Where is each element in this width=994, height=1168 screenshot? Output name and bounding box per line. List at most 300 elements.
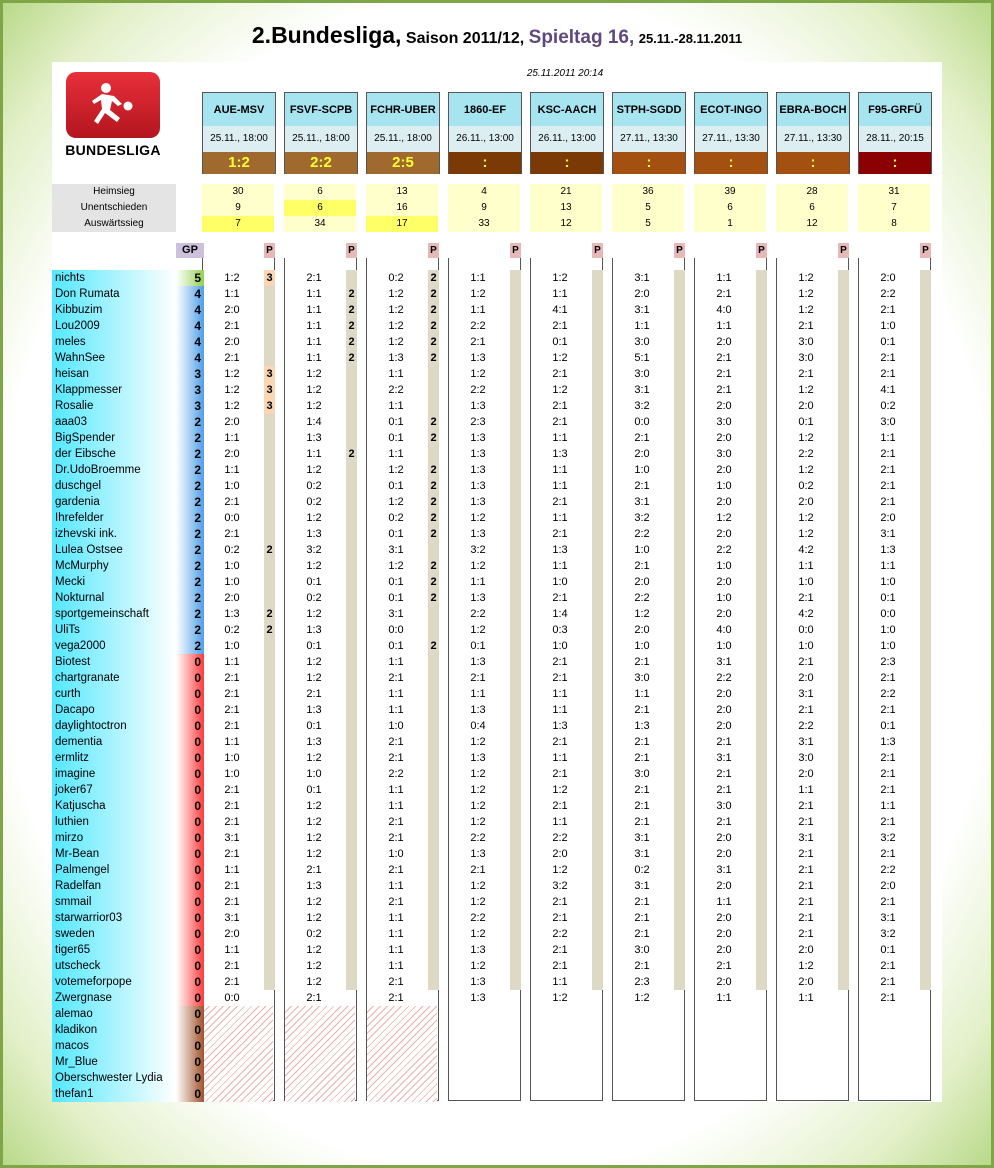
player-tip: 0:0 — [798, 624, 814, 636]
player-name[interactable]: aaa03 — [52, 414, 176, 430]
player-tip: 2:3 — [470, 416, 486, 428]
stat-label: Unentschieden — [52, 200, 176, 216]
table-row — [0, 622, 994, 638]
player-tip: 1:1 — [552, 688, 568, 700]
table-row — [0, 830, 994, 846]
player-name[interactable]: utscheck — [52, 958, 176, 974]
player-tip: 1:0 — [388, 720, 404, 732]
match-date: 26.11., 13:00 — [448, 126, 522, 152]
player-tip: 0:2 — [306, 480, 322, 492]
player-tip: 1:3 — [470, 432, 486, 444]
player-tip: 1:1 — [716, 320, 732, 332]
player-tip: 2:0 — [716, 848, 732, 860]
player-name[interactable]: curth — [52, 686, 176, 702]
player-name[interactable]: Lulea Ostsee — [52, 542, 176, 558]
player-name[interactable]: starwarrior03 — [52, 910, 176, 926]
player-tip: 1:1 — [798, 560, 814, 572]
player-tip: 2:1 — [798, 896, 814, 908]
player-tip: 1:3 — [470, 992, 486, 1004]
player-tip: 1:4 — [306, 416, 322, 428]
player-name[interactable]: WahnSee — [52, 350, 176, 366]
player-tip: 2:1 — [716, 784, 732, 796]
player-tip: 2:1 — [634, 960, 650, 972]
player-tip: 1:3 — [470, 656, 486, 668]
player-name[interactable]: nichts — [52, 270, 176, 286]
player-name[interactable]: Biotest — [52, 654, 176, 670]
player-tip: 0:1 — [388, 480, 404, 492]
player-tip: 1:2 — [470, 736, 486, 748]
player-tip: 1:2 — [470, 288, 486, 300]
player-points: 0 — [176, 958, 204, 974]
player-tip: 1:2 — [470, 960, 486, 972]
player-tip: 3:2 — [552, 880, 568, 892]
player-tip: 1:1 — [388, 704, 404, 716]
player-tip: 2:1 — [224, 880, 240, 892]
player-tip: 2:1 — [552, 416, 568, 428]
player-tip: 1:0 — [634, 640, 650, 652]
player-tip: 2:1 — [880, 672, 896, 684]
player-tip: 3:1 — [798, 736, 814, 748]
player-tip: 2:2 — [470, 384, 486, 396]
match-code[interactable]: FSVF-SCPB — [284, 92, 358, 127]
player-tip: 3:0 — [634, 944, 650, 956]
stat-value: 12 — [530, 216, 602, 232]
player-tip: 1:0 — [716, 592, 732, 604]
player-tip: 1:3 — [634, 720, 650, 732]
table-row — [0, 318, 994, 334]
player-points: 0 — [176, 1054, 204, 1070]
player-points: 0 — [176, 654, 204, 670]
match-date: 27.11., 13:30 — [612, 126, 686, 152]
player-tip: 2:1 — [634, 928, 650, 940]
table-row — [0, 462, 994, 478]
player-tip: 1:3 — [470, 704, 486, 716]
player-tip: 2:1 — [388, 896, 404, 908]
table-row — [0, 414, 994, 430]
player-tip: 1:2 — [388, 320, 404, 332]
player-tip: 1:0 — [716, 640, 732, 652]
player-tip: 1:2 — [388, 288, 404, 300]
player-points: 0 — [176, 670, 204, 686]
player-name[interactable]: izhevski ink. — [52, 526, 176, 542]
table-row — [0, 1006, 994, 1022]
player-points: 0 — [176, 830, 204, 846]
player-tip: 2:1 — [552, 912, 568, 924]
player-tip: 1:2 — [798, 960, 814, 972]
player-tip: 1:2 — [552, 272, 568, 284]
player-tip: 0:0 — [880, 608, 896, 620]
player-tip: 0:1 — [306, 576, 322, 588]
player-name[interactable]: BigSpender — [52, 430, 176, 446]
player-tip: 1:2 — [470, 816, 486, 828]
tip-points: 2 — [430, 320, 437, 332]
match-code[interactable]: 1860-EF — [448, 92, 522, 127]
player-name[interactable]: Mr_Blue — [52, 1054, 176, 1070]
player-tip: 2:1 — [634, 480, 650, 492]
match-result: : — [776, 152, 850, 174]
player-tip: 1:2 — [224, 368, 240, 380]
player-tip: 2:1 — [880, 848, 896, 860]
player-tip: 0:1 — [388, 576, 404, 588]
player-name[interactable]: Lou2009 — [52, 318, 176, 334]
player-points: 2 — [176, 462, 204, 478]
player-tip: 2:1 — [880, 992, 896, 1004]
stat-value: 6 — [694, 200, 766, 216]
table-row — [0, 878, 994, 894]
player-tip: 1:0 — [224, 576, 240, 588]
player-tip: 1:3 — [470, 352, 486, 364]
player-name[interactable]: Ihrefelder — [52, 510, 176, 526]
player-tip: 2:2 — [634, 592, 650, 604]
match-date: 25.11., 18:00 — [202, 126, 276, 152]
tip-points: 2 — [266, 544, 273, 556]
player-tip: 2:1 — [306, 688, 322, 700]
player-points: 0 — [176, 862, 204, 878]
player-tip: 3:1 — [224, 832, 240, 844]
match-code[interactable]: F95-GRFÜ — [858, 92, 932, 127]
player-tip: 2:1 — [716, 352, 732, 364]
player-tip: 1:0 — [880, 640, 896, 652]
player-points: 4 — [176, 334, 204, 350]
player-name[interactable]: joker67 — [52, 782, 176, 798]
player-tip: 2:1 — [880, 480, 896, 492]
player-name[interactable]: Katjuscha — [52, 798, 176, 814]
table-row — [0, 958, 994, 974]
player-tip: 2:0 — [552, 848, 568, 860]
player-tip: 2:1 — [880, 496, 896, 508]
player-tip: 2:1 — [224, 352, 240, 364]
player-points: 4 — [176, 286, 204, 302]
match-date: 25.11., 18:00 — [366, 126, 440, 152]
player-tip: 0:1 — [880, 720, 896, 732]
player-name[interactable]: macos — [52, 1038, 176, 1054]
player-name[interactable]: heisan — [52, 366, 176, 382]
player-tip: 2:1 — [224, 528, 240, 540]
match-code[interactable]: ECOT-INGO — [694, 92, 768, 127]
player-tip: 3:1 — [224, 912, 240, 924]
player-name[interactable]: UliTs — [52, 622, 176, 638]
table-row — [0, 766, 994, 782]
player-tip: 2:0 — [716, 832, 732, 844]
player-tip: 0:2 — [306, 592, 322, 604]
player-tip: 1:3 — [306, 736, 322, 748]
player-tip: 3:1 — [880, 912, 896, 924]
player-tip: 1:2 — [306, 800, 322, 812]
player-name[interactable]: daylightoctron — [52, 718, 176, 734]
player-tip: 1:2 — [552, 384, 568, 396]
player-name[interactable]: votemeforpope — [52, 974, 176, 990]
match-code[interactable]: AUE-MSV — [202, 92, 276, 127]
player-tip: 2:1 — [798, 928, 814, 940]
player-tip: 0:1 — [306, 784, 322, 796]
player-tip: 1:2 — [470, 896, 486, 908]
stat-value: 12 — [776, 216, 848, 232]
points-header: P — [592, 243, 603, 258]
player-tip: 1:1 — [634, 320, 650, 332]
player-name[interactable]: Dacapo — [52, 702, 176, 718]
player-tip: 1:3 — [470, 944, 486, 956]
player-tip: 2:1 — [880, 304, 896, 316]
player-points: 0 — [176, 1086, 204, 1102]
player-points: 2 — [176, 622, 204, 638]
player-tip: 1:0 — [798, 640, 814, 652]
player-name[interactable]: vega2000 — [52, 638, 176, 654]
player-name[interactable]: Kibbuzim — [52, 302, 176, 318]
player-tip: 2:1 — [224, 672, 240, 684]
table-row — [0, 910, 994, 926]
player-tip: 2:1 — [224, 320, 240, 332]
player-tip: 2:1 — [880, 784, 896, 796]
player-points: 0 — [176, 782, 204, 798]
player-tip: 2:1 — [552, 592, 568, 604]
player-name[interactable]: alemao — [52, 1006, 176, 1022]
player-name[interactable]: tiger65 — [52, 942, 176, 958]
player-tip: 1:1 — [388, 880, 404, 892]
player-tip: 1:1 — [388, 400, 404, 412]
player-tip: 1:0 — [634, 464, 650, 476]
player-name[interactable]: sportgemeinschaft — [52, 606, 176, 622]
player-tip: 1:2 — [470, 624, 486, 636]
player-tip: 2:1 — [552, 496, 568, 508]
points-header: P — [674, 243, 685, 258]
player-tip: 1:2 — [224, 272, 240, 284]
player-tip: 2:1 — [224, 496, 240, 508]
player-tip: 1:3 — [470, 976, 486, 988]
player-name[interactable]: Rosalie — [52, 398, 176, 414]
player-points: 4 — [176, 350, 204, 366]
table-row — [0, 1070, 994, 1086]
match-code[interactable]: EBRA-BOCH — [776, 92, 850, 127]
player-tip: 2:1 — [634, 912, 650, 924]
match-date: 27.11., 13:30 — [776, 126, 850, 152]
stat-value: 9 — [202, 200, 274, 216]
player-tip: 1:2 — [306, 400, 322, 412]
player-tip: 1:1 — [306, 336, 322, 348]
match-date: 27.11., 13:30 — [694, 126, 768, 152]
player-name[interactable]: kladikon — [52, 1022, 176, 1038]
table-row — [0, 846, 994, 862]
player-tip: 2:1 — [634, 560, 650, 572]
player-tip: 2:1 — [552, 800, 568, 812]
match-code[interactable]: KSC-AACH — [530, 92, 604, 127]
player-points: 2 — [176, 414, 204, 430]
player-name[interactable]: dementia — [52, 734, 176, 750]
player-tip: 1:1 — [470, 304, 486, 316]
player-tip: 2:1 — [224, 976, 240, 988]
player-tip: 1:2 — [306, 560, 322, 572]
player-tip: 0:2 — [306, 928, 322, 940]
player-tip: 1:1 — [798, 992, 814, 1004]
player-tip: 1:0 — [634, 544, 650, 556]
table-row — [0, 574, 994, 590]
player-name[interactable]: meles — [52, 334, 176, 350]
player-tip: 1:3 — [306, 432, 322, 444]
player-tip: 1:2 — [306, 512, 322, 524]
player-tip: 3:1 — [634, 832, 650, 844]
player-tip: 2:0 — [224, 416, 240, 428]
stat-value: 17 — [366, 216, 438, 232]
player-points: 0 — [176, 878, 204, 894]
table-row — [0, 398, 994, 414]
match-result: : — [858, 152, 932, 174]
table-row — [0, 590, 994, 606]
player-name[interactable]: thefan1 — [52, 1086, 176, 1102]
player-tip: 1:2 — [798, 384, 814, 396]
player-tip: 2:0 — [716, 464, 732, 476]
player-tip: 1:2 — [388, 560, 404, 572]
player-tip: 1:1 — [306, 320, 322, 332]
stat-value: 7 — [202, 216, 274, 232]
points-header: P — [510, 243, 521, 258]
player-tip: 1:2 — [470, 368, 486, 380]
player-tip: 2:2 — [634, 528, 650, 540]
player-tip: 1:1 — [552, 816, 568, 828]
player-points: 0 — [176, 926, 204, 942]
player-name[interactable]: Mecki — [52, 574, 176, 590]
player-tip: 2:1 — [388, 672, 404, 684]
player-tip: 2:2 — [470, 912, 486, 924]
player-tip: 1:2 — [224, 400, 240, 412]
match-date: 25.11., 18:00 — [284, 126, 358, 152]
stat-value: 28 — [776, 184, 848, 200]
player-name[interactable]: Mr-Bean — [52, 846, 176, 862]
player-tip: 1:3 — [470, 848, 486, 860]
player-tip: 2:1 — [634, 800, 650, 812]
stat-value: 34 — [284, 216, 356, 232]
player-tip: 1:1 — [470, 576, 486, 588]
player-name[interactable]: Nokturnal — [52, 590, 176, 606]
player-name[interactable]: smmail — [52, 894, 176, 910]
player-tip: 2:1 — [798, 368, 814, 380]
player-name[interactable]: Zwergnase — [52, 990, 176, 1006]
player-tip: 1:1 — [306, 288, 322, 300]
player-tip: 1:1 — [798, 784, 814, 796]
tip-points: 2 — [430, 432, 437, 444]
player-tip: 1:1 — [224, 288, 240, 300]
player-tip: 1:2 — [470, 768, 486, 780]
stat-value: 8 — [858, 216, 930, 232]
player-tip: 2:0 — [716, 432, 732, 444]
player-tip: 1:2 — [306, 832, 322, 844]
player-tip: 2:1 — [552, 368, 568, 380]
table-row — [0, 430, 994, 446]
player-tip: 1:0 — [716, 560, 732, 572]
table-row — [0, 286, 994, 302]
player-tip: 2:0 — [716, 944, 732, 956]
player-points: 3 — [176, 382, 204, 398]
player-name[interactable]: mirzo — [52, 830, 176, 846]
page-title — [0, 22, 994, 49]
player-tip: 1:1 — [552, 432, 568, 444]
player-tip: 2:0 — [716, 704, 732, 716]
tip-points: 3 — [264, 270, 275, 286]
player-tip: 1:2 — [306, 816, 322, 828]
match-code[interactable]: FCHR-UBER — [366, 92, 440, 127]
player-tip: 1:1 — [388, 656, 404, 668]
player-name[interactable]: Dr.UdoBroemme — [52, 462, 176, 478]
player-name[interactable]: Klappmesser — [52, 382, 176, 398]
player-tip: 1:1 — [306, 304, 322, 316]
player-name[interactable]: chartgranate — [52, 670, 176, 686]
match-code[interactable]: STPH-SGDD — [612, 92, 686, 127]
player-tip: 1:2 — [716, 512, 732, 524]
table-row — [0, 718, 994, 734]
table-row — [0, 798, 994, 814]
player-tip: 3:2 — [470, 544, 486, 556]
player-tip: 2:1 — [634, 704, 650, 716]
player-name[interactable]: gardenia — [52, 494, 176, 510]
match-result: : — [448, 152, 522, 174]
player-tip: 1:0 — [552, 576, 568, 588]
player-name[interactable]: Palmengel — [52, 862, 176, 878]
player-tip: 2:1 — [388, 864, 404, 876]
player-tip: 0:0 — [634, 416, 650, 428]
tip-points: 2 — [430, 496, 437, 508]
player-points: 2 — [176, 526, 204, 542]
player-name[interactable]: McMurphy — [52, 558, 176, 574]
player-points: 0 — [176, 942, 204, 958]
player-tip: 3:2 — [634, 512, 650, 524]
match-result: : — [612, 152, 686, 174]
player-tip: 2:1 — [552, 528, 568, 540]
player-tip: 2:1 — [880, 352, 896, 364]
player-tip: 1:2 — [388, 336, 404, 348]
player-tip: 3:0 — [634, 336, 650, 348]
player-tip: 1:2 — [306, 464, 322, 476]
player-tip: 1:3 — [306, 704, 322, 716]
player-tip: 1:3 — [306, 880, 322, 892]
points-header: P — [920, 243, 931, 258]
player-tip: 2:2 — [716, 672, 732, 684]
player-tip: 1:1 — [388, 368, 404, 380]
player-tip: 0:1 — [470, 640, 486, 652]
tip-points: 2 — [430, 560, 437, 572]
player-tip: 1:3 — [470, 592, 486, 604]
player-tip: 2:0 — [224, 304, 240, 316]
player-tip: 1:1 — [880, 560, 896, 572]
player-tip: 4:0 — [716, 624, 732, 636]
player-tip: 3:1 — [798, 832, 814, 844]
player-name[interactable]: luthien — [52, 814, 176, 830]
player-tip: 1:4 — [552, 608, 568, 620]
player-tip: 1:2 — [798, 528, 814, 540]
player-points: 0 — [176, 990, 204, 1006]
player-tip: 2:0 — [716, 400, 732, 412]
player-name[interactable]: der Eibsche — [52, 446, 176, 462]
player-name[interactable]: Oberschwester Lydia — [52, 1070, 176, 1086]
table-row — [0, 1022, 994, 1038]
player-points: 2 — [176, 638, 204, 654]
player-tip: 1:2 — [388, 304, 404, 316]
player-name[interactable]: sweden — [52, 926, 176, 942]
player-tip: 2:1 — [552, 944, 568, 956]
player-tip: 1:1 — [388, 928, 404, 940]
player-tip: 2:1 — [224, 960, 240, 972]
player-tip: 2:0 — [224, 928, 240, 940]
player-name[interactable]: Radelfan — [52, 878, 176, 894]
player-tip: 3:0 — [634, 368, 650, 380]
player-tip: 2:1 — [798, 816, 814, 828]
player-name[interactable]: imagine — [52, 766, 176, 782]
player-tip: 1:0 — [552, 640, 568, 652]
player-tip: 0:1 — [880, 592, 896, 604]
player-tip: 0:1 — [388, 592, 404, 604]
player-name[interactable]: duschgel — [52, 478, 176, 494]
player-name[interactable]: Don Rumata — [52, 286, 176, 302]
player-name[interactable]: ermlitz — [52, 750, 176, 766]
match-result: 2:5 — [366, 152, 440, 174]
player-tip: 1:2 — [306, 944, 322, 956]
